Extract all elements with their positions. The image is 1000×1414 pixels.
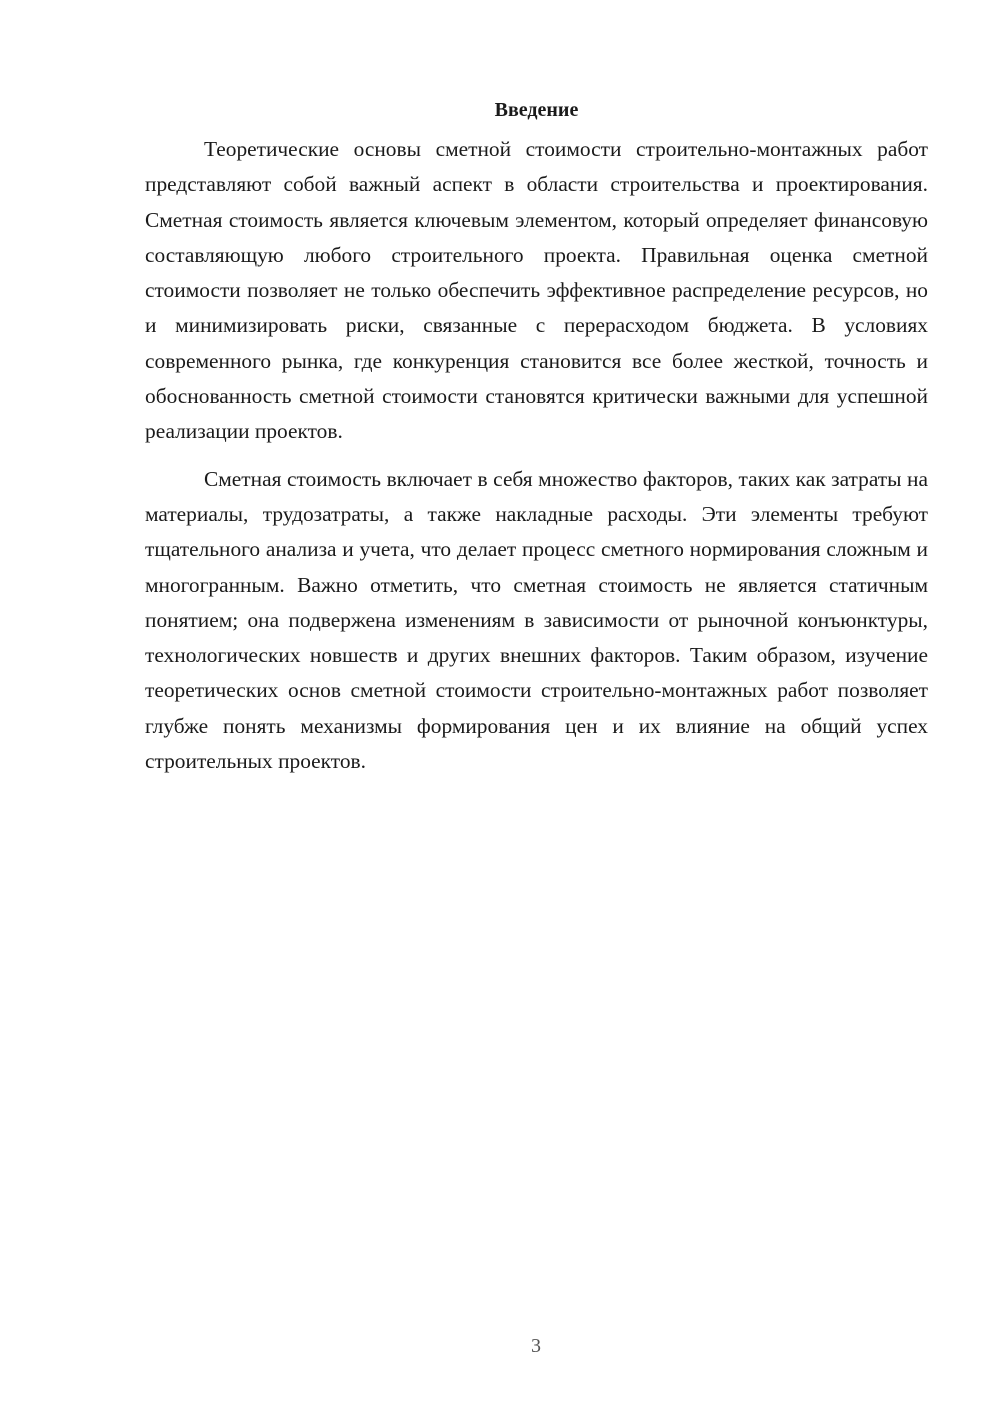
document-body bbox=[145, 96, 928, 779]
page-number: 3 bbox=[531, 1335, 541, 1357]
paragraph-2: Сметная стоимость включает в себя множество факторов, таких как затраты на материалы, трудозатраты, а также накладные расходы. Эти элементы требуют тщательного анализа и учета, что делает процесс сметного нормирования сложным и многогранным. Важно отметить, что сметная стоимость не является статичным понятием; она подвержена изменениям в зависимости от рыночной конъюнктуры, технологических новшеств и других внешних факторов. Таким образом, изучение теоретических основ сметной стоимости строительно-монтажных работ позволяет глубже понять механизмы формирования цен и их влияние на общий успех строительных проектов. bbox=[145, 466, 928, 774]
section-heading: Введение bbox=[494, 99, 579, 121]
paragraph-1: Теоретические основы сметной стоимости строительно-монтажных работ представляют собой важный аспект в области строительства и проектирования. Сметная стоимость является ключевым элементом, который определяет финансовую составляющую любого строительного проекта. Правильная оценка сметной стоимости позволяет не только обеспечить эффективное распределение ресурсов, но и минимизировать риски, связанные с перерасходом бюджета. В условиях современного рынка, где конкуренция становится все более жесткой, точность и обоснованность сметной стоимости становятся критически важными для успешной реализации проектов. bbox=[145, 137, 928, 444]
